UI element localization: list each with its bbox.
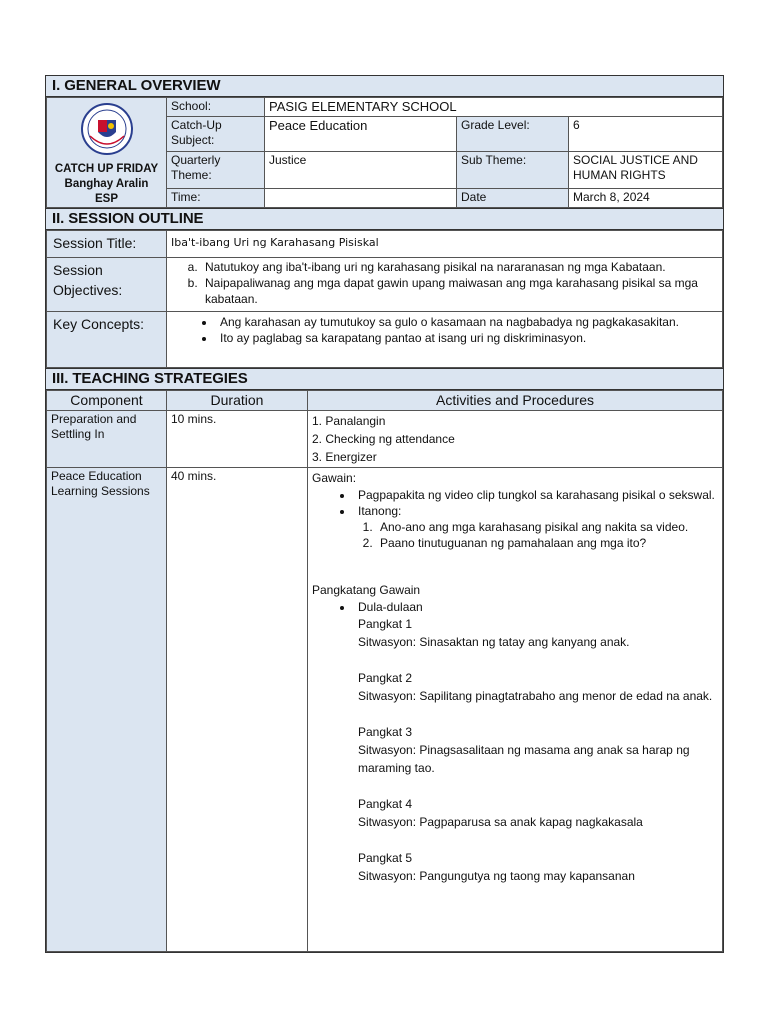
itanong-label: Itanong: [358, 504, 402, 518]
session-outline-header: II. SESSION OUTLINE [46, 209, 723, 230]
table-row [47, 411, 723, 468]
group-name: Pangkat 4 [358, 797, 413, 811]
group-situation: Sitwasyon: Pinagsasalitaan ng masama ang anak sa harap ng maraming tao. [358, 743, 690, 775]
questions-list [358, 519, 718, 551]
gawain-label: Gawain: [312, 471, 357, 485]
logo-caption-line-3: ESP [94, 193, 118, 205]
teaching-strategies-header: III. TEACHING STRATEGIES [46, 369, 723, 390]
objective-item: a. Natutukoy ang iba't-ibang uri ng karahasang pisikal na nararanasan ng mga Kabataan. [201, 259, 718, 275]
date-label: Date [457, 188, 569, 207]
theme-label: Quarterly Theme: [167, 151, 265, 188]
session-outline-section [45, 209, 724, 369]
subtheme-value: SOCIAL JUSTICE AND HUMAN RIGHTS [569, 151, 723, 188]
general-overview-section [45, 75, 724, 209]
time-label: Time: [167, 188, 265, 207]
gawain-list [312, 487, 718, 551]
pangkatang-gawain-label: Pangkatang Gawain [312, 583, 421, 597]
duration-cell: 10 mins. [167, 411, 308, 468]
dula-list [312, 599, 718, 615]
group-name: Pangkat 5 [358, 851, 413, 865]
logo-caption-line-2: Banghay Aralin [64, 178, 149, 190]
key-concepts-list [171, 314, 718, 346]
activity-step: 2. Checking ng attendance [312, 432, 455, 446]
session-title-label: Session Title: [47, 231, 167, 258]
school-label: School: [167, 98, 265, 117]
duration-column-header: Duration [167, 391, 308, 411]
group-situation: Sitwasyon: Sinasaktan ng tatay ang kanyang anak. [358, 635, 630, 649]
activities-cell [308, 468, 723, 952]
dula-item: • Dula-dulaan [354, 599, 718, 615]
group-name: Pangkat 3 [358, 725, 413, 739]
deped-seal-icon [80, 102, 134, 156]
key-concepts-cell [167, 312, 723, 368]
subject-value: Peace Education [265, 117, 457, 152]
activities-column-header: Activities and Procedures [308, 391, 723, 411]
group-name: Pangkat 2 [358, 671, 413, 685]
activity-step: 3. Energizer [312, 450, 377, 464]
session-objectives-cell [167, 258, 723, 312]
objective-item: b. Naipapaliwanag ang mga dapat gawin upang maiwasan ang mga karahasang pisikal sa mga kabataan. [201, 275, 718, 307]
duration-cell: 40 mins. [167, 468, 308, 952]
logo-cell [47, 98, 167, 208]
component-cell: Peace Education Learning Sessions [47, 468, 167, 952]
key-concept-item: • Ang karahasan ay tumutukoy sa gulo o kasamaan na nagbabadya ng pagkakasakitan. [216, 314, 718, 330]
grade-value: 6 [569, 117, 723, 152]
key-concept-item: • Ito ay paglabag sa karapatang pantao at isang uri ng diskriminasyon. [216, 330, 718, 346]
groups-block [312, 615, 718, 885]
session-objectives-label: Session Objectives: [47, 258, 167, 312]
session-outline-table [46, 230, 723, 368]
gawain-item [354, 503, 718, 551]
school-value: PASIG ELEMENTARY SCHOOL [265, 98, 723, 117]
component-column-header: Component [47, 391, 167, 411]
lesson-plan-document [45, 75, 724, 953]
logo-caption-line-1: CATCH UP FRIDAY [54, 163, 159, 175]
objectives-list [171, 259, 718, 307]
activities-cell [308, 411, 723, 468]
subtheme-label: Sub Theme: [457, 151, 569, 188]
teaching-strategies-section [45, 369, 724, 953]
key-concepts-label: Key Concepts: [47, 312, 167, 368]
table-row [47, 468, 723, 952]
date-value: March 8, 2024 [569, 188, 723, 207]
general-overview-table [46, 97, 723, 208]
group-situation: Sitwasyon: Sapilitang pinagtatrabaho ang menor de edad na anak. [358, 689, 713, 703]
time-value [265, 188, 457, 207]
question-item: 1. Ano-ano ang mga karahasang pisikal ang nakita sa video. [376, 519, 718, 535]
question-item: 2. Paano tinutuguanan ng pamahalaan ang mga ito? [376, 535, 718, 551]
group-situation: Sitwasyon: Pangungutya ng taong may kapansanan [358, 869, 635, 883]
group-situation: Sitwasyon: Pagpaparusa sa anak kapag nagkakasala [358, 815, 643, 829]
component-cell: Preparation and Settling In [47, 411, 167, 468]
group-name: Pangkat 1 [358, 617, 413, 631]
session-title-value: Iba't-ibang Uri ng Karahasang Pisiskal [167, 231, 723, 258]
grade-label: Grade Level: [457, 117, 569, 152]
teaching-strategies-table [46, 390, 723, 952]
activity-step: 1. Panalangin [312, 414, 386, 428]
theme-value: Justice [265, 151, 457, 188]
gawain-item: • Pagpapakita ng video clip tungkol sa karahasang pisikal o sekswal. [354, 487, 718, 503]
subject-label: Catch-Up Subject: [167, 117, 265, 152]
general-overview-header: I. GENERAL OVERVIEW [46, 76, 723, 97]
